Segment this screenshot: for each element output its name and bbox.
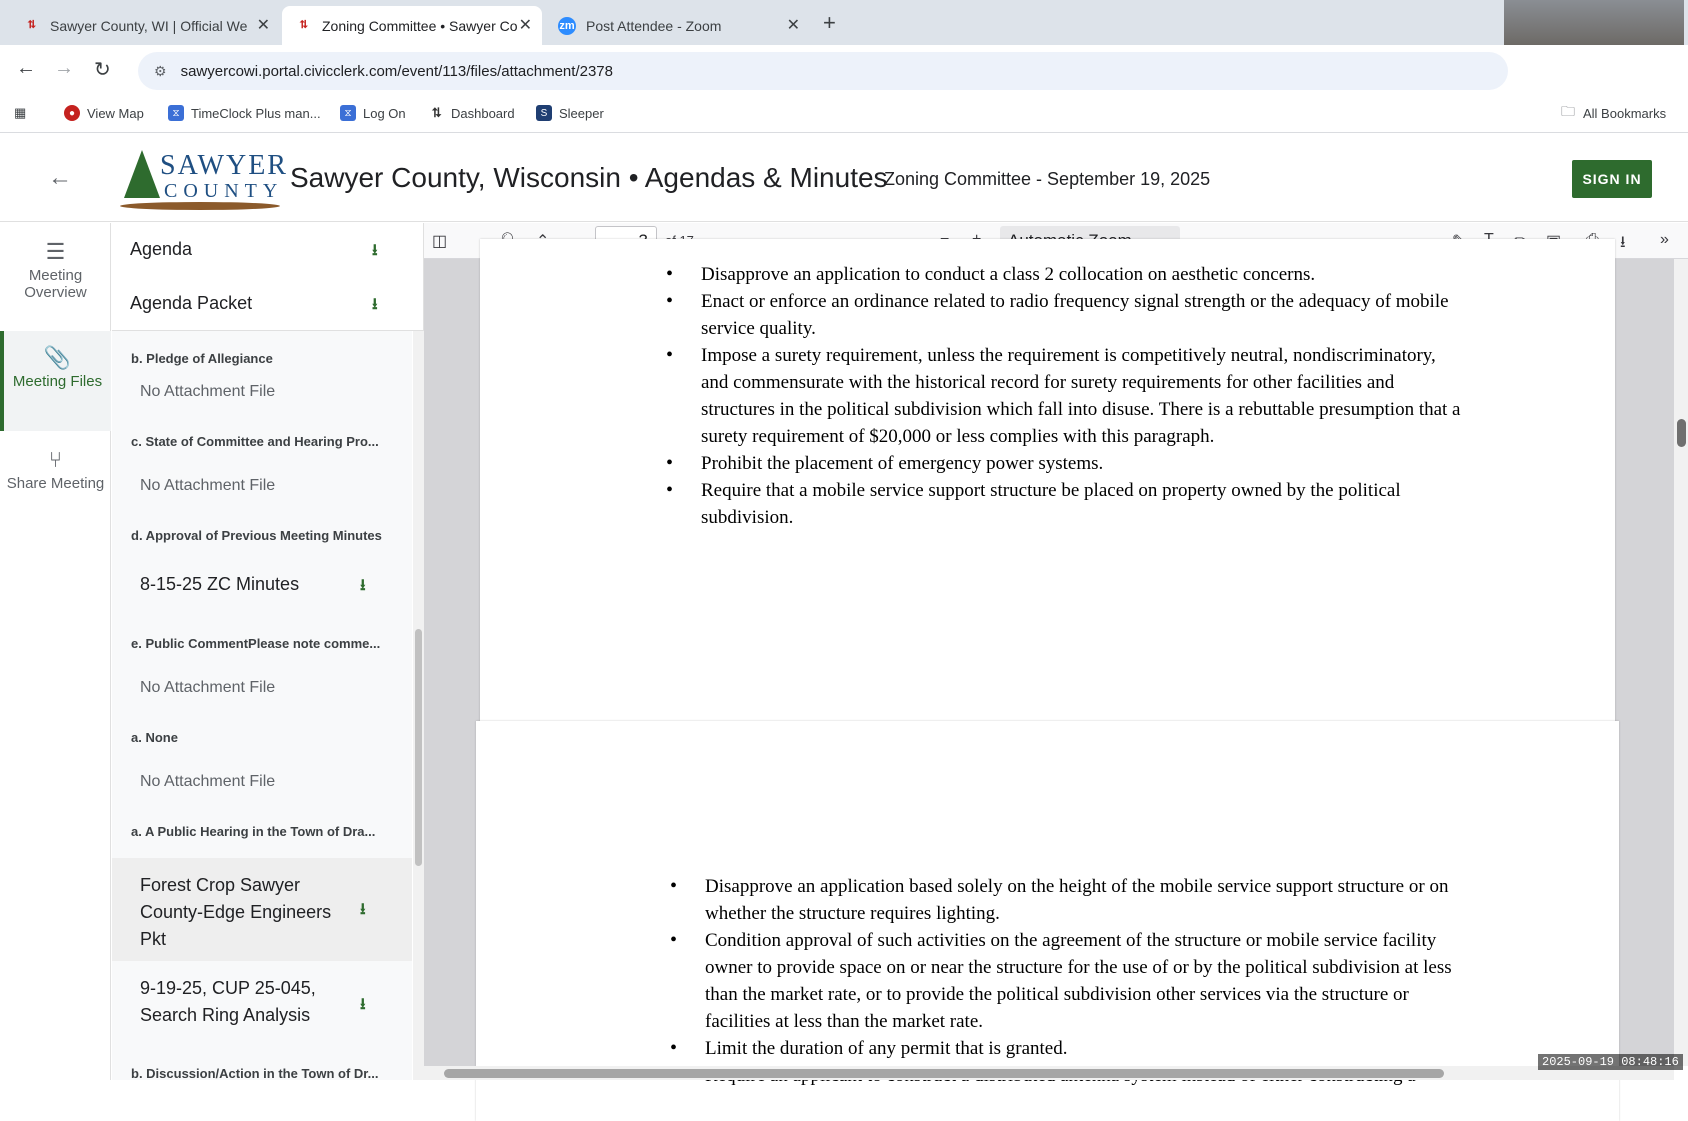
bookmark-timeclock[interactable]: ⧖ TimeClock Plus man... <box>168 105 321 121</box>
no-attachment-text: No Attachment File <box>140 773 276 790</box>
agenda-downloads <box>112 223 424 331</box>
download-icon[interactable]: ⭳ <box>360 901 366 918</box>
download-icon[interactable]: ⭳ <box>360 996 366 1013</box>
bookmark-sleeper[interactable]: S Sleeper <box>536 105 604 121</box>
site-info-icon[interactable]: ⚙ <box>154 62 167 79</box>
pdf-page <box>476 721 1619 1121</box>
download-icon[interactable]: ⭳ <box>360 577 366 594</box>
new-tab-icon[interactable]: + <box>823 10 836 35</box>
zoom-icon: zm <box>558 17 576 35</box>
section-title: b. Pledge of Allegiance <box>131 351 273 366</box>
meeting-side-nav <box>0 223 111 1080</box>
close-icon[interactable]: ✕ <box>256 17 270 34</box>
tree-icon <box>124 150 160 198</box>
files-scrollbar[interactable] <box>413 331 424 1080</box>
browser-tab-active[interactable] <box>282 6 542 45</box>
sawyer-county-logo[interactable]: SAWYER COUNTY <box>120 144 282 212</box>
timeclock-icon: ⧖ <box>168 105 184 121</box>
sign-in-button[interactable]: SIGN IN <box>1572 160 1652 198</box>
bullet-item: • Impose a surety requirement, unless the requirement is competitively neutral, nondiscriminatory, and commensurate with the historical record for surety requirements for other facilities and structures in the political subdivision which fall into disuse. There is a rebuttable presumption that a surety requirement of $20,000 or less complies with this paragraph. <box>666 342 1466 450</box>
logo-swoosh <box>120 202 280 210</box>
back-arrow-icon[interactable]: ← <box>16 57 36 79</box>
tab-title: Post Attendee - Zoom <box>586 17 722 34</box>
bullet-item: • Enact or enforce an ordinance related to radio frequency signal strength or the adequacy of mobile service quality. <box>666 288 1466 342</box>
section-title: d. Approval of Previous Meeting Minutes <box>131 528 382 543</box>
section-title: c. State of Committee and Hearing Pro... <box>131 434 379 449</box>
more-tools-icon[interactable]: » <box>1660 231 1669 248</box>
bookmarks-bar <box>0 97 1688 133</box>
login-icon: ⧖ <box>340 105 356 121</box>
agenda-packet-link[interactable]: Agenda Packet <box>130 293 253 313</box>
url-text: sawyercowi.portal.civicclerk.com/event/113/files/attachment/2378 <box>180 62 613 80</box>
no-attachment-text: No Attachment File <box>140 383 276 400</box>
all-bookmarks[interactable]: 🗀 All Bookmarks <box>1561 103 1667 121</box>
nav-meeting-overview[interactable]: ☰ Meeting Overview <box>0 239 111 339</box>
recording-timestamp: 2025-09-19 08:48:16 <box>1538 1054 1683 1070</box>
nav-share-meeting[interactable]: ⑂ Share Meeting <box>0 447 111 547</box>
bookmark-dashboard[interactable]: ⮁ Dashboard <box>428 105 515 121</box>
bullet-item: • Limit the duration of any permit that is granted. <box>670 1035 1470 1062</box>
civicclerk-icon: ⮁ <box>26 19 36 31</box>
meeting-title: Zoning Committee - September 19, 2025 <box>884 169 1211 189</box>
agenda-item-list <box>112 331 412 1080</box>
browser-tab[interactable] <box>10 6 280 45</box>
map-pin-icon: ● <box>64 105 80 121</box>
bullet-item: • Disapprove an application to conduct a class 2 collocation on aesthetic concerns. <box>666 261 1466 288</box>
folder-icon: 🗀 <box>1561 103 1575 119</box>
pdf-horizontal-scrollbar-thumb[interactable] <box>444 1069 1444 1078</box>
meeting-files-panel <box>112 223 424 1080</box>
file-link[interactable]: 9-19-25, CUP 25-045, Search Ring Analysis <box>140 978 316 1025</box>
forward-arrow-icon[interactable]: → <box>54 57 74 79</box>
section-title: e. Public CommentPlease note comme... <box>131 636 381 651</box>
tab-title: Sawyer County, WI | Official We <box>50 17 248 34</box>
section-title: b. Discussion/Action in the Town of Dr... <box>131 1066 379 1081</box>
address-bar[interactable] <box>138 52 1508 90</box>
paperclip-icon: 📎 <box>43 345 72 370</box>
site-title: Sawyer County, Wisconsin • Agendas & Minutes <box>290 162 888 193</box>
list-icon: ☰ <box>45 239 66 264</box>
close-icon[interactable]: ✕ <box>518 17 532 34</box>
file-item-selected[interactable] <box>112 858 412 961</box>
bookmark-view-map[interactable]: ● View Map <box>64 105 144 121</box>
file-link[interactable]: 8-15-25 ZC Minutes <box>140 574 300 594</box>
civicclerk-icon: ⮁ <box>430 105 442 120</box>
pdf-vertical-scrollbar[interactable] <box>1674 259 1688 1066</box>
sleeper-icon: S <box>536 105 552 121</box>
apps-grid-icon[interactable]: ▦ <box>14 105 27 120</box>
nav-meeting-files[interactable]: 📎 Meeting Files <box>0 331 111 431</box>
bullet-list <box>670 873 1470 1089</box>
pdf-vertical-scrollbar-thumb[interactable] <box>1677 419 1686 447</box>
tab-title: Zoning Committee • Sawyer Co <box>322 17 518 34</box>
no-attachment-text: No Attachment File <box>140 679 276 696</box>
file-item[interactable] <box>112 963 412 1045</box>
bullet-item: • Require that a mobile service support structure be placed on property owned by the political subdivision. <box>666 477 1466 531</box>
browser-tab[interactable] <box>546 6 810 45</box>
browser-toolbar <box>0 45 1688 97</box>
no-attachment-text: No Attachment File <box>140 477 276 494</box>
bullet-list <box>666 261 1466 531</box>
pdf-horizontal-scrollbar[interactable] <box>424 1066 1674 1080</box>
browser-tabstrip <box>0 0 1688 45</box>
share-icon: ⑂ <box>48 447 63 472</box>
pdf-viewer[interactable] <box>424 259 1674 1066</box>
bullet-item: • Disapprove an application based solely on the height of the mobile service support structure or on whether the structure requires lighting. <box>670 873 1470 927</box>
bookmark-log-on[interactable]: ⧖ Log On <box>340 105 406 121</box>
section-title: a. None <box>131 730 178 745</box>
agenda-link[interactable]: Agenda <box>130 239 193 259</box>
sidebar-toggle-icon[interactable]: ◫ <box>432 233 448 250</box>
download-icon[interactable]: ⭳ <box>372 296 378 313</box>
save-icon[interactable]: ⭳ <box>1620 234 1626 251</box>
back-arrow-icon[interactable]: ← <box>48 164 72 191</box>
reload-icon[interactable]: ↻ <box>94 59 111 81</box>
download-icon[interactable]: ⭳ <box>372 242 378 259</box>
section-title: a. A Public Hearing in the Town of Dra... <box>131 824 376 839</box>
bullet-item: • Prohibit the placement of emergency power systems. <box>666 450 1466 477</box>
close-icon[interactable]: ✕ <box>786 17 800 34</box>
bullet-item: • Condition approval of such activities on the agreement of the structure or mobile service facility owner to provide space on or near the structure for the use of or by the political subdivision at less than the market rate, or to provide the political subdivision other services via the structure or facilities at less than the market rate. <box>670 927 1470 1035</box>
files-scrollbar-thumb[interactable] <box>415 629 422 866</box>
civicclerk-icon: ⮁ <box>298 19 308 31</box>
file-link[interactable]: Forest Crop Sawyer County-Edge Engineers Pkt <box>140 875 332 949</box>
site-header <box>0 134 1688 222</box>
